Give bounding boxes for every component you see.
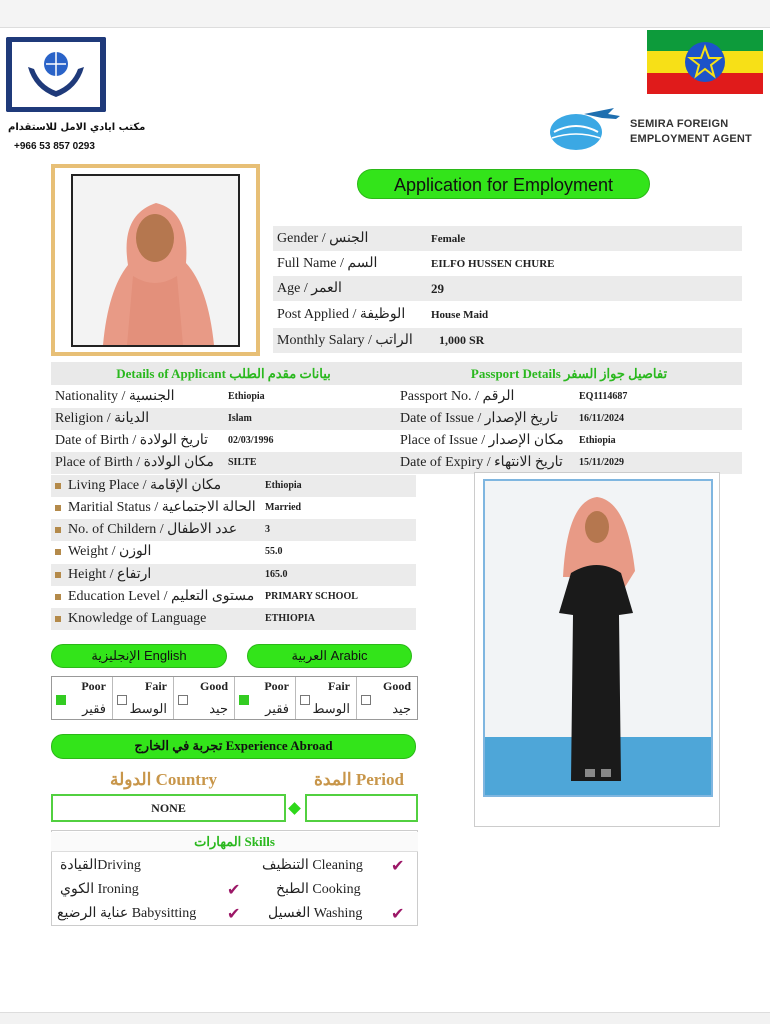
level-en: Good [199, 679, 228, 693]
personal-label: Knowledge of Language [68, 611, 207, 626]
level-en: Poor [81, 679, 106, 693]
check-icon: ✔ [391, 904, 405, 923]
skill-cooking: الطبخ Cooking [276, 882, 361, 897]
personal-label: Weight / الوزن [68, 544, 152, 559]
detail-row [51, 452, 742, 474]
level-ar: فقير [82, 701, 106, 716]
detail-label: Nationality / الجنسية [55, 389, 175, 404]
full-body-photo [483, 479, 713, 797]
level-en: Fair [328, 679, 350, 693]
level-en: Fair [145, 679, 167, 693]
semira-logo [544, 104, 624, 154]
summary-row-age [273, 276, 742, 301]
lang-level-cell[interactable] [113, 677, 174, 719]
detail-row [51, 430, 742, 452]
diamond-icon [288, 802, 301, 815]
section-applicant-title: Details of Applicant بيانات مقدم الطلب [116, 366, 331, 381]
check-icon: ✔ [391, 856, 405, 875]
lang-level-cell[interactable] [296, 677, 357, 719]
page-top-edge [0, 0, 770, 28]
checkbox-checked-icon[interactable] [239, 695, 249, 705]
language-level-table [51, 676, 418, 720]
check-icon: ✔ [227, 880, 241, 899]
level-ar: جيد [392, 701, 411, 716]
detail-value: SILTE [228, 457, 257, 468]
section-passport-title: Passport Details تفاصيل جواز السفر [470, 366, 668, 381]
bullet-icon [55, 572, 61, 578]
personal-row [51, 475, 416, 497]
summary-value: 1,000 SR [439, 333, 485, 347]
summary-row-salary [273, 328, 742, 353]
check-icon: ✔ [227, 904, 241, 923]
personal-label: Maritial Status / الحالة الاجتماعية [68, 500, 256, 515]
personal-value: 3 [265, 524, 270, 535]
passport-label: Date of Expiry / تاريخ الانتهاء [400, 455, 563, 470]
detail-value: Ethiopia [228, 391, 265, 402]
agency-name-arabic: مكتب ايادي الامل للاستقدام [8, 122, 146, 133]
checkbox-icon[interactable] [117, 695, 127, 705]
passport-value: EQ1114687 [579, 391, 628, 402]
lang-level-cell[interactable] [357, 677, 417, 719]
summary-label: Full Name / السم [277, 256, 378, 271]
bullet-icon [55, 549, 61, 555]
personal-row [51, 586, 416, 608]
level-en: Good [382, 679, 411, 693]
passport-photo [71, 174, 240, 347]
personal-label: Living Place / مكان الإقامة [68, 478, 222, 493]
bullet-icon [55, 527, 61, 533]
page-title: Application for Employment [357, 169, 650, 199]
passport-label: Passport No. / الرقم [400, 389, 515, 404]
experience-abroad-pill: تجربة في الخارج Experience Abroad [51, 734, 416, 759]
country-label: الدولة Country [110, 770, 217, 789]
page-bottom-edge [0, 1012, 770, 1024]
agency-phone: +966 53 857 0293 [14, 141, 95, 152]
checkbox-icon[interactable] [178, 695, 188, 705]
semira-agent-name [630, 117, 752, 147]
bullet-icon [55, 594, 61, 600]
passport-photo-frame [51, 164, 260, 356]
lang-level-cell[interactable] [52, 677, 113, 719]
summary-label: Monthly Salary / الراتب [277, 333, 413, 348]
arabic-language-pill: العربية Arabic [247, 644, 412, 668]
personal-row [51, 519, 416, 541]
passport-value: 15/11/2029 [579, 457, 625, 468]
english-language-pill: الإنجليزية English [51, 644, 227, 668]
skill-driving: القيادةDriving [60, 858, 141, 873]
skills-title: المهارات Skills [51, 832, 418, 852]
period-label: المدة Period [314, 770, 404, 789]
country-value: NONE [51, 794, 286, 822]
checkbox-checked-icon[interactable] [56, 695, 66, 705]
personal-label: No. of Childern / عدد الاطفال [68, 522, 238, 537]
summary-value: Female [431, 232, 466, 245]
star-emblem-icon [684, 41, 726, 83]
summary-value: EILFO HUSSEN CHURE [431, 257, 555, 270]
lang-level-cell[interactable] [174, 677, 235, 719]
full-body-photo-frame [474, 472, 720, 827]
personal-row [51, 564, 416, 586]
passport-value: Ethiopia [579, 435, 616, 446]
checkbox-icon[interactable] [361, 695, 371, 705]
passport-label: Place of Issue / مكان الإصدار [400, 433, 564, 448]
detail-label: Place of Birth / مكان الولادة [55, 455, 214, 470]
skill-babysitting: عناية الرضيع Babysitting [57, 906, 197, 921]
skill-washing: الغسيل Washing [268, 906, 363, 921]
personal-row [51, 541, 416, 563]
bullet-icon [55, 483, 61, 489]
detail-value: 02/03/1996 [228, 435, 274, 446]
level-en: Poor [264, 679, 289, 693]
detail-value: Islam [228, 413, 252, 424]
period-value [305, 794, 418, 822]
checkbox-icon[interactable] [300, 695, 310, 705]
detail-label: Date of Birth / تاريخ الولادة [55, 433, 209, 448]
personal-value: 55.0 [265, 546, 283, 557]
personal-value: Married [265, 502, 302, 513]
hands-globe-icon [6, 37, 106, 112]
skill-cleaning: التنظيف Cleaning [262, 858, 363, 873]
summary-value: 29 [431, 280, 444, 296]
ethiopia-flag [647, 30, 763, 94]
detail-label: Religion / الديانة [55, 411, 150, 426]
passport-label: Date of Issue / تاريخ الإصدار [400, 411, 558, 426]
summary-label: Gender / الجنس [277, 231, 369, 246]
summary-label: Age / العمر [277, 281, 342, 296]
detail-row [51, 408, 742, 430]
level-ar: الوسط [129, 701, 167, 716]
summary-row-gender [273, 226, 742, 251]
level-ar: جيد [209, 701, 228, 716]
level-ar: الوسط [312, 701, 350, 716]
summary-row-post [273, 302, 742, 327]
bullet-icon [55, 505, 61, 511]
personal-value: Ethiopia [265, 480, 302, 491]
agent-name-line2: EMPLOYMENT AGENT [630, 133, 752, 145]
lang-level-cell[interactable] [235, 677, 296, 719]
personal-value: PRIMARY SCHOOL [265, 591, 358, 602]
passport-value: 16/11/2024 [579, 413, 625, 424]
level-ar: فقير [265, 701, 289, 716]
summary-row-name [273, 251, 742, 276]
summary-value: House Maid [431, 308, 489, 321]
personal-value: 165.0 [265, 569, 288, 580]
airplane-globe-icon [544, 104, 624, 154]
detail-row [51, 386, 742, 408]
personal-label: Education Level / مستوى التعليم [68, 589, 255, 604]
agent-name-line1: SEMIRA FOREIGN [630, 118, 729, 130]
agency-logo [6, 37, 106, 112]
skill-ironing: الكوي Ironing [60, 882, 139, 897]
personal-row [51, 608, 416, 630]
summary-label: Post Applied / الوظيفة [277, 307, 406, 322]
personal-value: ETHIOPIA [265, 613, 316, 624]
personal-row [51, 497, 416, 519]
personal-label: Height / ارتفاع [68, 567, 152, 582]
bullet-icon [55, 616, 61, 622]
